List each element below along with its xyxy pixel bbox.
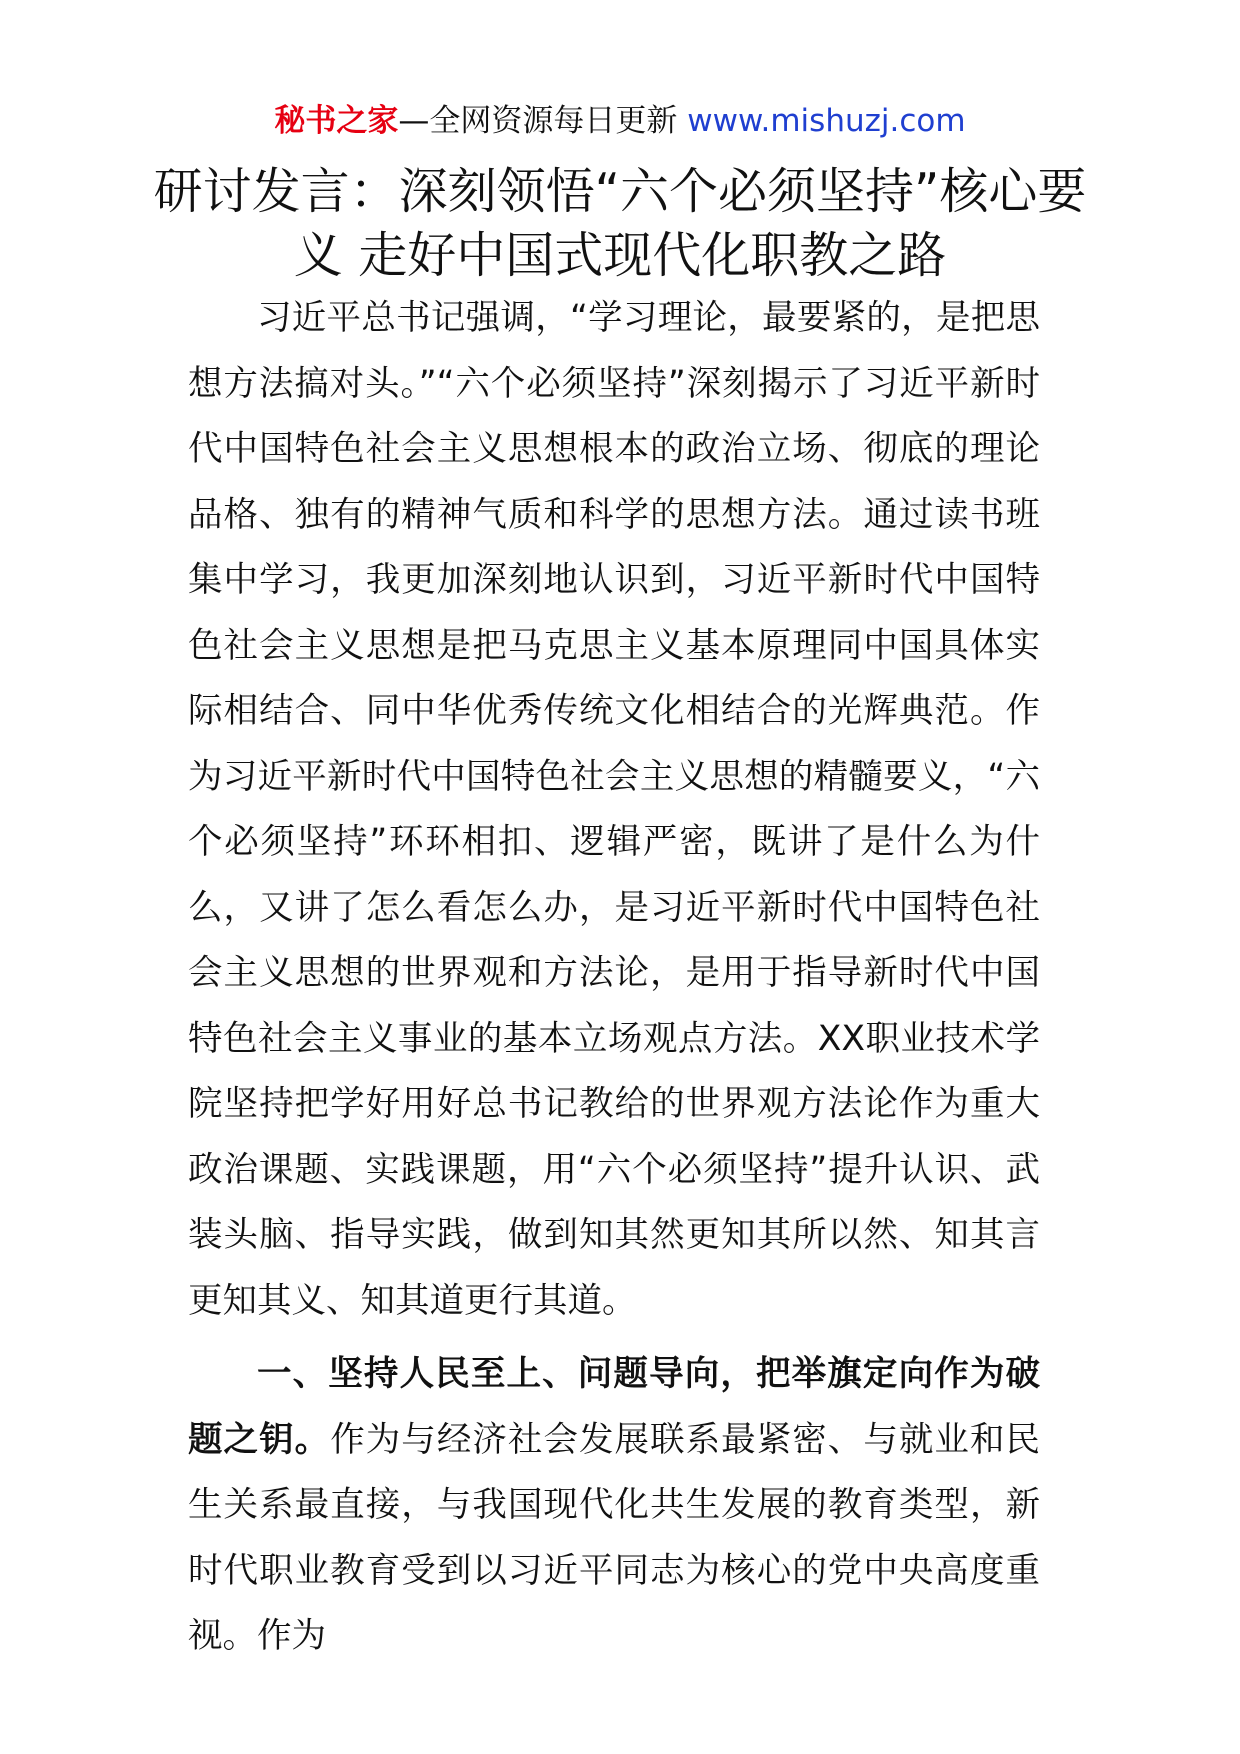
document-body — [188, 286, 1040, 1670]
section-1 — [188, 1342, 1040, 1670]
paragraph-intro: 习近平总书记强调，“学习理论，最要紧的，是把思想方法搞对头。”“六个必须坚持”深刻揭示了习近平新时代中国特色社会主义思想根本的政治立场、彻底的理论品格、独有的精神气质和科学的思想方法。通过读书班集中学习，我更加深刻地认识到，习近平新时代中国特色社会主义思想是把马克思主义基本原理同中国具体实际相结合、同中华优秀传统文化相结合的光辉典范。作为习近平新时代中国特色社会主义思想的精髓要义，“六个必须坚持”环环相扣、逻辑严密，既讲了是什么为什么，又讲了怎么看怎么办，是习近平新时代中国特色社会主义思想的世界观和方法论，是用于指导新时代中国特色社会主义事业的基本立场观点方法。XX职业技术学院坚持把学好用好总书记教给的世界观方法论作为重大政治课题、实践课题，用“六个必须坚持”提升认识、武装头脑、指导实践，做到知其然更知其所以然、知其言更知其义、知其道更行其道。 — [188, 298, 1040, 1321]
site-url[interactable]: www.mishuzj.com — [687, 103, 966, 139]
site-header — [0, 98, 1240, 144]
paragraph-gap — [188, 1334, 1040, 1342]
section-1-text: 作为与经济社会发展联系最紧密、与就业和民生关系最直接，与我国现代化共生发展的教育类型，新时代职业教育受到以习近平同志为核心的党中央高度重视。作为 — [188, 1419, 1041, 1656]
site-brand: 秘书之家 — [274, 103, 399, 139]
site-tagline: —全网资源每日更新 — [398, 103, 688, 139]
section-1-heading: 一、坚持人民至上、问题导向，把举旗定向作为破题之钥。 — [188, 1354, 1040, 1460]
document-title: 研讨发言：深刻领悟“六个必须坚持”核心要义 走好中国式现代化职教之路 — [153, 163, 1087, 284]
